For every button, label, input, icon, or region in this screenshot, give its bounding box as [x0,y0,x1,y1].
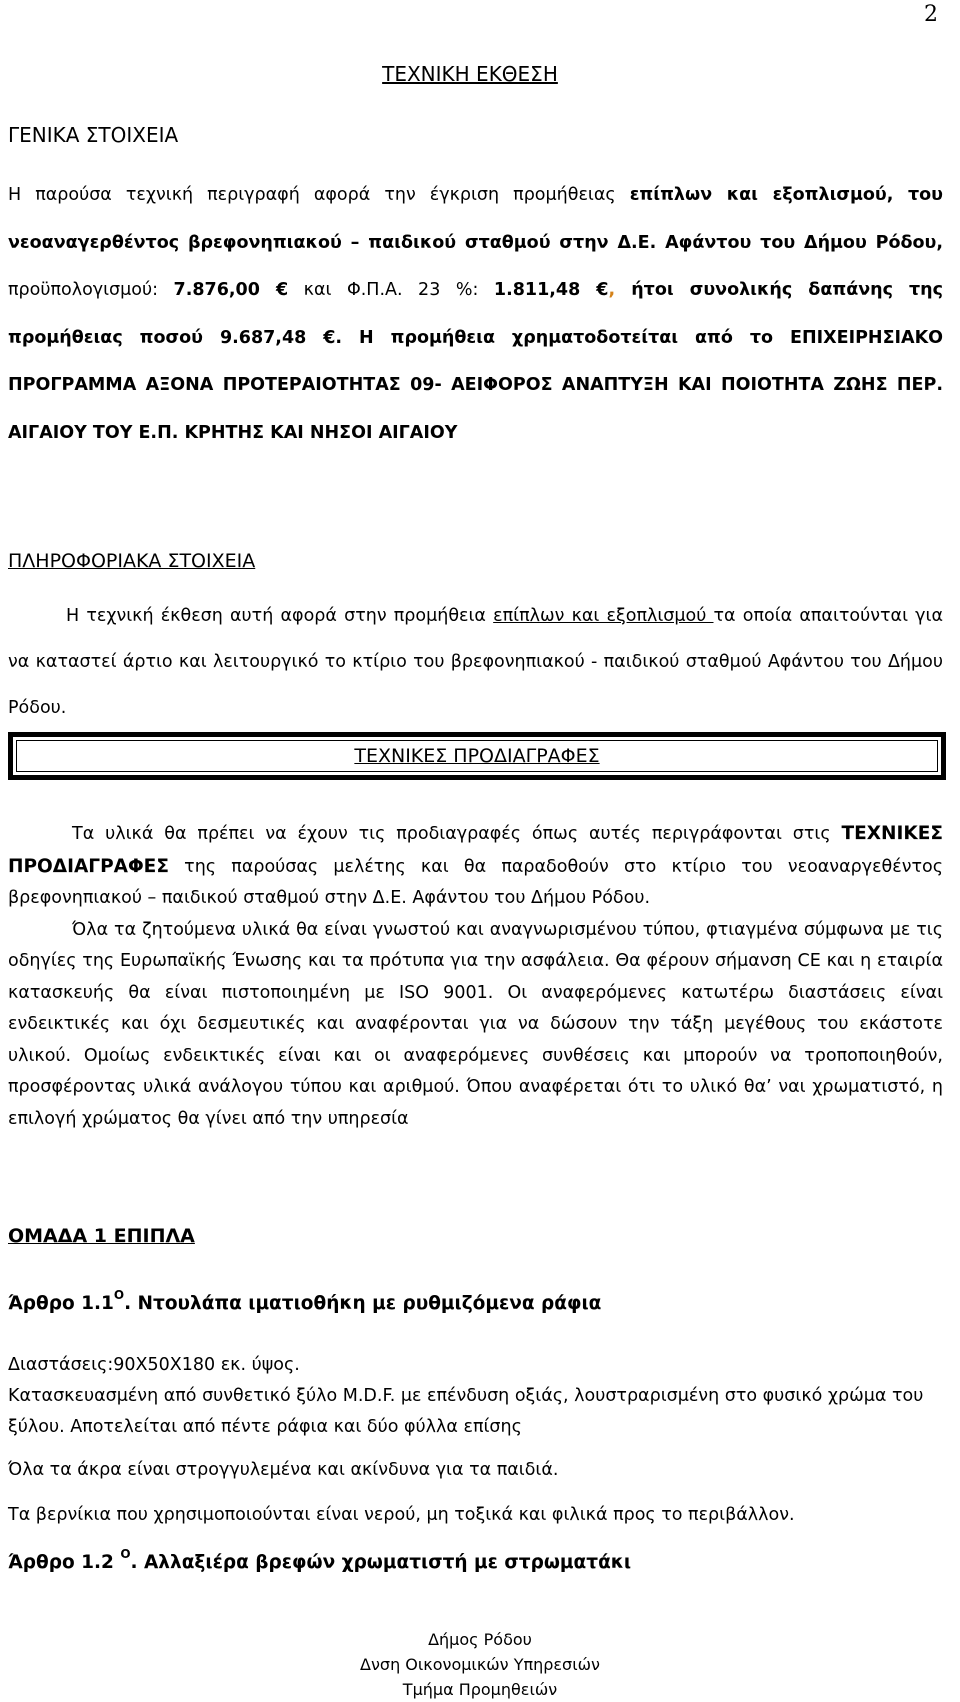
specs-box [8,732,946,780]
article-1-desc: Κατασκευασμένη από συνθετικό ξύλο M.D.F. με επένδυση οξιάς, λουστραρισμένη στο φυσικό χρώμα του ξύλου. Αποτελείται από πέντε ράφια και δύο φύλλα επίσης [8,1386,924,1437]
footer-directorate: Δνση Οικονομικών Υπηρεσιών [360,1655,600,1674]
article-2-heading [8,1547,631,1573]
specs-paragraph-1 [8,818,943,915]
article-1-edges: Όλα τα άκρα είναι στρογγυλεμένα και ακίνδυνα για τα παιδιά. [8,1460,559,1480]
total-amount-text: ήτοι συνολικής δαπάνης της προμήθειας ποσού 9.687,48 €. [8,280,944,348]
specs-box-title: ΤΕΧΝΙΚΕΣ ΠΡΟΔΙΑΓΡΑΦΕΣ [16,740,938,772]
general-heading: ΓΕΝΙΚΑ ΣΤΟΙΧΕΙΑ [8,123,179,147]
budget-amount: 7.876,00 € [173,280,289,300]
page-footer [0,1627,960,1702]
footer-department: Τμήμα Προμηθειών [402,1680,558,1699]
footer-municipality: Δήμος Ρόδου [428,1630,532,1649]
vat-amount: 1.811,48 € [493,280,609,300]
page-number: 2 [924,2,938,27]
funding-text: Η προμήθεια χρηματοδοτείται από το ΕΠΙΧΕΙΡΗΣΙΑΚΟ ΠΡΟΓΡΑΜΜΑ ΑΞΟΝΑ ΠΡΟΤΕΡΑΙΟΤΗΤΑΣ 09- ΑΕΙΦΟΡΟΣ ΑΝΑΠΤΥΞΗ ΚΑΙ ΠΟΙΟΤΗΤΑ ΖΩΗΣ ΠΕΡ. ΑΙΓΑΙΟΥ ΤΟΥ Ε.Π. ΚΡΗΤΗΣ ΚΑΙ ΝΗΣΟΙ ΑΙΓΑΙΟΥ [8,327,944,443]
article-2-label: Άρθρο 1.2 [8,1552,121,1573]
article-2-sup: Ο [120,1547,131,1561]
article-1-heading [8,1288,601,1314]
article-1-paint: Τα βερνίκια που χρησιμοποιούνται είναι νερού, μη τοξικά και φιλικά προς το περιβάλλον. [8,1505,795,1525]
specs-paragraph-2: Όλα τα ζητούμενα υλικά θα είναι γνωστού και αναγνωρισμένου τύπου, φτιαγμένα σύμφωνα με τις οδηγίες της Ευρωπαϊκής Ένωσης και τα πρότυπα για την ασφάλεια. Θα φέρουν σήμανση CE και η εταιρία κατασκευής θα είναι πιστοποιημένη με ISO 9001. Οι αναφερόμενες κατωτέρω διαστάσεις είναι ενδεικτικές και όχι δεσμευτικές και αναφέρονται για να δώσουν την τάξη μεγέθους του εκάστοτε υλικού. Ομοίως ενδεικτικές είναι και οι αναφερόμενες συνθέσεις και μπορούν να τροποποιηθούν, προσφέροντας υλικά ανάλογου τύπου και αριθμού. Όπου αναφέρεται ότι το υλικό θα’ ναι χρωματιστό, η επιλογή χρώματος θα γίνει από την υπηρεσία [8,919,943,1129]
info-text-2: τα οποία απαιτούνται για να καταστεί άρτιο και λειτουργικό το κτίριο του βρεφονηπιακού - παιδικού σταθμού Αφάντου του Δήμου Ρόδου. [8,606,943,718]
general-text-2: προϋπολογισμού: [8,280,174,300]
article-1-title: . Ντουλάπα ιματιοθήκη με ρυθμιζόμενα ράφια [124,1293,602,1314]
info-underlined: επίπλων και εξοπλισμού [493,606,714,626]
article-1-body [8,1350,943,1443]
document-title: ΤΕΧΝΙΚΗ ΕΚΘΕΣΗ [382,62,558,86]
specs-bold: ΤΕΧΝΙΚΕΣ ΠΡΟΔΙΑΓΡΑΦΕΣ [8,823,943,877]
general-bold-subject: επίπλων και εξοπλισμού, του νεοαναγερθέντος βρεφονηπιακού – παιδικού σταθμού στην Δ.Ε. Αφάντου του Δήμου Ρόδου, [8,185,943,253]
article-1-label: Άρθρο 1.1 [8,1293,114,1314]
article-1-dims: Διαστάσεις:90Χ50Χ180 εκ. ύψος. [8,1355,300,1375]
specs-text-1a: Τα υλικά θα πρέπει να έχουν τις προδιαγραφές όπως αυτές περιγράφονται στις [72,824,842,844]
orange-comma: , [608,280,616,300]
specs-text-1b: της παρούσας μελέτης και θα παραδοθούν στο κτίριο του νεοαναργεθέντος βρεφονηπιακού – παιδικού σταθμού στην Δ.Ε. Αφάντου του Δήμου Ρόδου. [8,856,943,908]
specs-section [8,818,943,1135]
general-text-1: Η παρούσα τεχνική περιγραφή αφορά την έγκριση προμήθειας [8,185,630,205]
article-2-title: . Αλλαξιέρα βρεφών χρωματιστή με στρωματάκι [130,1552,632,1573]
info-heading: ΠΛΗΡΟΦΟΡΙΑΚΑ ΣΤΟΙΧΕΙΑ [8,550,256,572]
general-paragraph [8,172,943,457]
info-paragraph [8,593,943,731]
group-heading: ΟΜΑΔΑ 1 ΕΠΙΠΛΑ [8,1225,195,1247]
general-text-3: και Φ.Π.Α. 23 %: [288,280,494,300]
article-1-sup: Ο [113,1288,125,1302]
info-text-1: Η τεχνική έκθεση αυτή αφορά στην προμήθεια [66,606,494,626]
